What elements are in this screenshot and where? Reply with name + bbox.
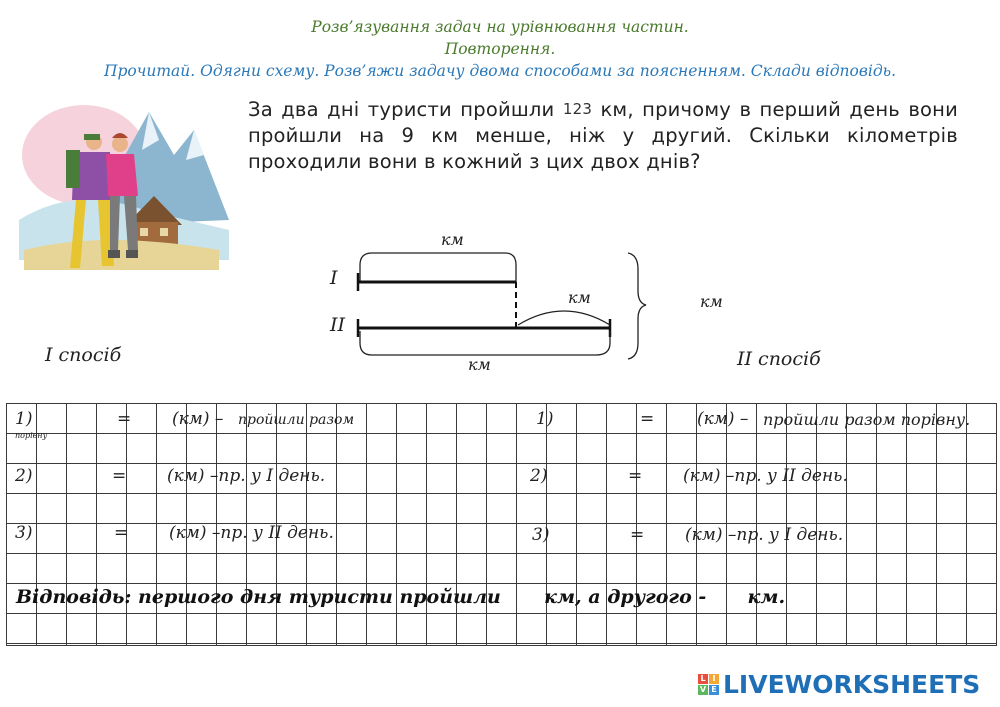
problem-part1: За два дні туристи пройшли [248,98,563,121]
right-step2-text: (км) –пр. у ІІ день. [683,466,848,486]
left-step3-equals: = [114,523,129,543]
worksheet-subtitle: Повторення. [444,40,556,58]
left-step1-unit: (км) – [172,409,224,429]
scheme-top-km: км [441,230,464,249]
scheme-diff-km: км [568,288,591,307]
scheme-total-brace [628,253,646,359]
left-step1-equals: = [117,409,132,429]
scheme-bottom-bracket [360,331,610,355]
left-step1-text-cont: порівну [15,431,48,440]
right-step1-number: 1) [536,409,554,429]
right-step1-unit: (км) – [697,409,749,429]
left-step1-number: 1) [15,409,33,429]
scheme-row-label-2: II [330,314,346,336]
right-step3-equals: = [630,525,645,545]
worksheet-instruction: Прочитай. Одягни схему. Розв’яжи задачу двома способами за поясненням. Склади відповідь. [103,62,897,80]
right-step1-text: пройшли разом порівну. [763,410,971,429]
scheme-bottom-km: км [468,355,491,374]
left-step2-text: (км) –пр. у І день. [167,466,326,486]
problem-part2: км, причому в перший день вони пройшли на 9 км менше, ніж у другий. Скільки кілометрів проходили вони в кожний з цих двох днів? [248,98,958,173]
left-step1-text: пройшли разом [238,412,355,428]
liveworksheets-wordmark: LIVEWORKSHEETS [723,670,981,699]
hikers-illustration [14,100,234,280]
left-step3-number: 3) [15,523,33,543]
worksheet-title: Розв’язування задач на урівнювання частин. [311,18,689,36]
method-2-label: II спосіб [737,348,821,370]
problem-total: 123 [562,100,593,118]
right-step2-number: 2) [530,466,548,486]
scheme-total-km: км [700,292,723,311]
method-1-label: I спосіб [45,344,122,366]
answer-part2: км, а другого - [544,586,707,608]
scheme-row-label-1: I [330,267,338,289]
liveworksheets-mark-icon: L I V E [698,674,719,695]
problem-scheme [320,225,680,370]
answer-part3: км. [747,586,786,608]
answer-grid [6,403,997,646]
scheme-top-bracket [360,253,516,282]
left-step2-equals: = [112,466,127,486]
right-step3-number: 3) [532,525,550,545]
problem-text [248,96,958,175]
right-step3-text: (км) –пр. у І день. [685,525,844,545]
answer-part1: Відповідь: першого дня туристи пройшли [16,586,501,608]
scheme-difference-arc [518,311,610,325]
right-step2-equals: = [628,466,643,486]
left-step2-number: 2) [15,466,33,486]
answer-sentence [16,586,785,608]
liveworksheets-logo [698,670,980,699]
left-step3-text: (км) –пр. у ІІ день. [169,523,334,543]
right-step1-equals: = [640,409,655,429]
